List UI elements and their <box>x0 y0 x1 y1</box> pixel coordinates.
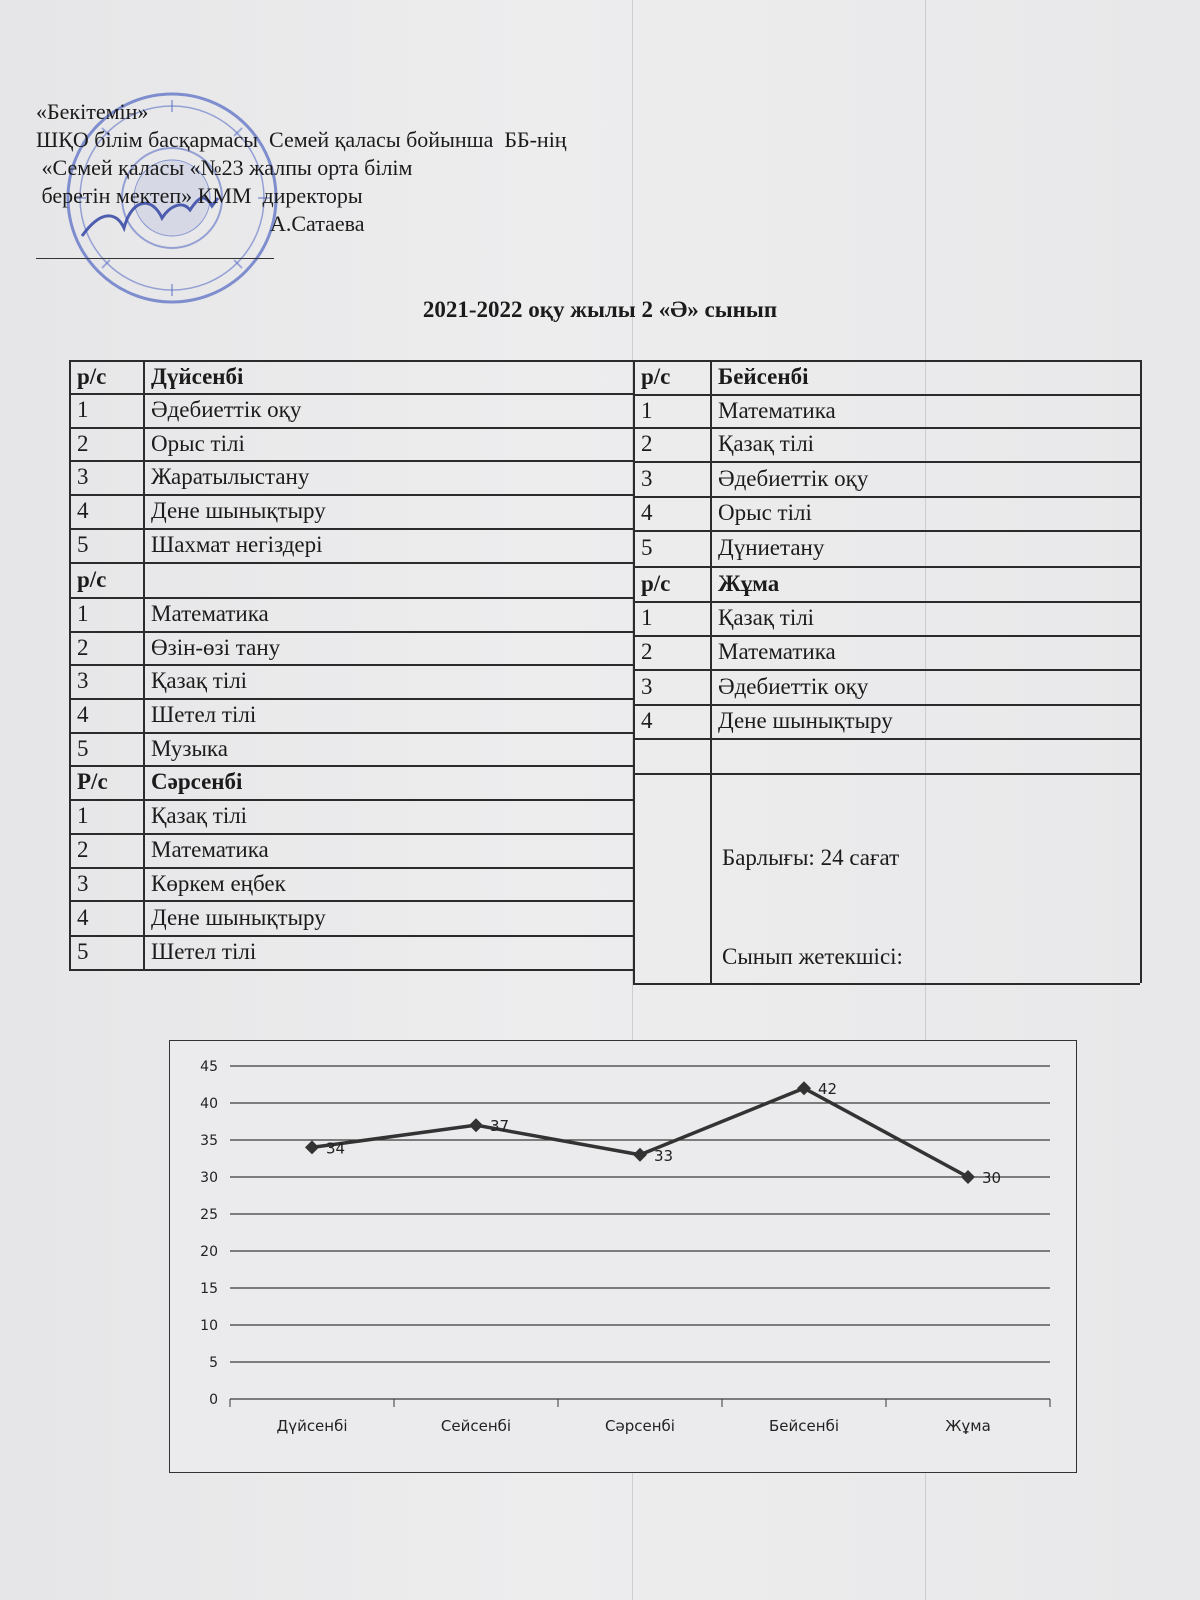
thursday-lesson-number: 1 <box>641 397 653 423</box>
monday-lesson: Орыс тілі <box>151 430 245 456</box>
wednesday-lesson: Дене шынықтыру <box>151 904 326 930</box>
friday-lesson: Математика <box>718 639 836 664</box>
data-point <box>961 1170 975 1184</box>
page-title: 2021-2022 оқу жылы 2 «Ә» сынып <box>422 297 778 322</box>
thursday-lesson-number: 3 <box>641 465 653 491</box>
wednesday-lesson-number: 1 <box>77 803 89 828</box>
thursday-lesson: Қазақ тілі <box>718 431 815 456</box>
thursday-num-header: р/с <box>641 364 671 389</box>
data-label: 37 <box>490 1117 510 1136</box>
friday-lesson: Қазақ тілі <box>718 605 815 630</box>
tuesday-lesson-number: 1 <box>77 601 89 626</box>
y-tick-label: 45 <box>200 1059 218 1075</box>
friday-lesson-number: 2 <box>641 639 653 664</box>
thursday-lesson: Әдебиеттік оқу <box>718 465 869 491</box>
monday-lesson-number: 1 <box>77 397 89 422</box>
data-point <box>305 1140 319 1154</box>
friday-lesson-number: 1 <box>641 605 653 630</box>
friday-lesson: Дене шынықтыру <box>718 708 893 733</box>
approval-line-3: «Семей қаласы «№23 жалпы орта білім <box>36 155 413 180</box>
data-label: 42 <box>818 1080 838 1099</box>
tuesday-lesson: Өзін-өзі тану <box>151 634 281 660</box>
tuesday-lesson-number: 3 <box>77 668 89 693</box>
y-tick-label: 20 <box>200 1244 218 1260</box>
wednesday-lesson: Қазақ тілі <box>151 803 248 828</box>
total-hours: Барлығы: 24 сағат <box>722 845 900 870</box>
tuesday-lesson-number: 5 <box>77 735 89 761</box>
monday-lesson-number: 2 <box>77 430 89 456</box>
monday-lesson-number: 4 <box>77 498 89 523</box>
monday-num-header: р/с <box>77 363 107 389</box>
x-category-label: Сәрсенбі <box>605 1417 675 1435</box>
monday-lesson: Дене шынықтыру <box>151 498 326 523</box>
thursday-lesson: Математика <box>718 397 836 423</box>
friday-lesson-number: 4 <box>641 708 653 733</box>
approval-line-1: «Бекітемін» <box>36 99 149 124</box>
thursday-day-header: Бейсенбі <box>718 364 809 389</box>
y-tick-label: 35 <box>200 1133 218 1149</box>
tuesday-lesson: Музыка <box>151 735 228 761</box>
tuesday-lesson: Шетел тілі <box>151 702 257 727</box>
thursday-lesson-number: 4 <box>641 500 653 525</box>
tuesday-num-header: р/с <box>77 566 107 592</box>
wednesday-num-header: Р/с <box>77 769 108 794</box>
x-category-label: Дүйсенбі <box>276 1417 348 1435</box>
approval-block <box>36 98 567 238</box>
data-label: 33 <box>654 1146 674 1165</box>
signer-name: А.Сатаева <box>270 211 365 236</box>
y-tick-label: 40 <box>200 1096 218 1112</box>
friday-day-header: Жұма <box>718 570 780 596</box>
data-label: 34 <box>326 1139 346 1158</box>
data-point <box>633 1148 647 1162</box>
data-point <box>797 1081 811 1095</box>
y-tick-label: 15 <box>200 1281 218 1297</box>
monday-lesson-number: 3 <box>77 464 89 489</box>
y-tick-label: 25 <box>200 1207 218 1223</box>
thursday-lesson-number: 5 <box>641 535 653 560</box>
series-line <box>312 1088 968 1177</box>
x-category-label: Жұма <box>945 1417 991 1435</box>
signature-line <box>36 258 274 259</box>
wednesday-lesson: Шетел тілі <box>151 939 257 964</box>
thursday-lesson-number: 2 <box>641 431 653 456</box>
data-label: 30 <box>982 1169 1002 1187</box>
monday-lesson: Шахмат негіздері <box>151 532 323 557</box>
monday-lesson-number: 5 <box>77 532 89 557</box>
friday-lesson-number: 3 <box>641 673 653 699</box>
data-point <box>469 1118 483 1132</box>
monday-lesson: Жаратылыстану <box>151 464 310 489</box>
wednesday-lesson: Көркем еңбек <box>151 870 286 896</box>
wednesday-lesson-number: 3 <box>77 870 89 896</box>
wednesday-lesson-number: 5 <box>77 939 89 964</box>
wednesday-day-header: Сәрсенбі <box>151 769 243 794</box>
table-vline <box>1140 360 1142 983</box>
y-tick-label: 30 <box>200 1170 218 1186</box>
approval-line-4: беретін мектеп» КММ директоры <box>36 183 363 208</box>
thursday-lesson: Дүниетану <box>718 535 825 560</box>
chart-svg <box>170 1041 1078 1474</box>
y-tick-label: 0 <box>209 1392 218 1408</box>
approval-line-2: ШҚО білім басқармасы Семей қаласы бойынша ББ-нің <box>36 127 567 152</box>
monday-day-header: Дүйсенбі <box>151 363 244 389</box>
tuesday-lesson-number: 2 <box>77 634 89 660</box>
wednesday-lesson: Математика <box>151 837 269 862</box>
y-tick-label: 5 <box>209 1355 218 1371</box>
table-hline <box>69 969 633 971</box>
friday-num-header: р/с <box>641 570 671 596</box>
tuesday-day-header <box>143 562 633 597</box>
teacher-label: Сынып жетекшісі: <box>722 944 903 969</box>
y-tick-label: 10 <box>200 1318 218 1334</box>
thursday-lesson: Орыс тілі <box>718 500 812 525</box>
tuesday-lesson: Математика <box>151 601 269 626</box>
x-category-label: Сейсенбі <box>440 1417 512 1435</box>
wednesday-lesson-number: 2 <box>77 837 89 862</box>
tuesday-lesson: Қазақ тілі <box>151 668 248 693</box>
wednesday-lesson-number: 4 <box>77 904 89 930</box>
friday-lesson: Әдебиеттік оқу <box>718 673 869 699</box>
weekly-load-chart <box>169 1040 1077 1473</box>
x-category-label: Бейсенбі <box>769 1417 839 1435</box>
monday-lesson: Әдебиеттік оқу <box>151 397 302 422</box>
tuesday-lesson-number: 4 <box>77 702 89 727</box>
